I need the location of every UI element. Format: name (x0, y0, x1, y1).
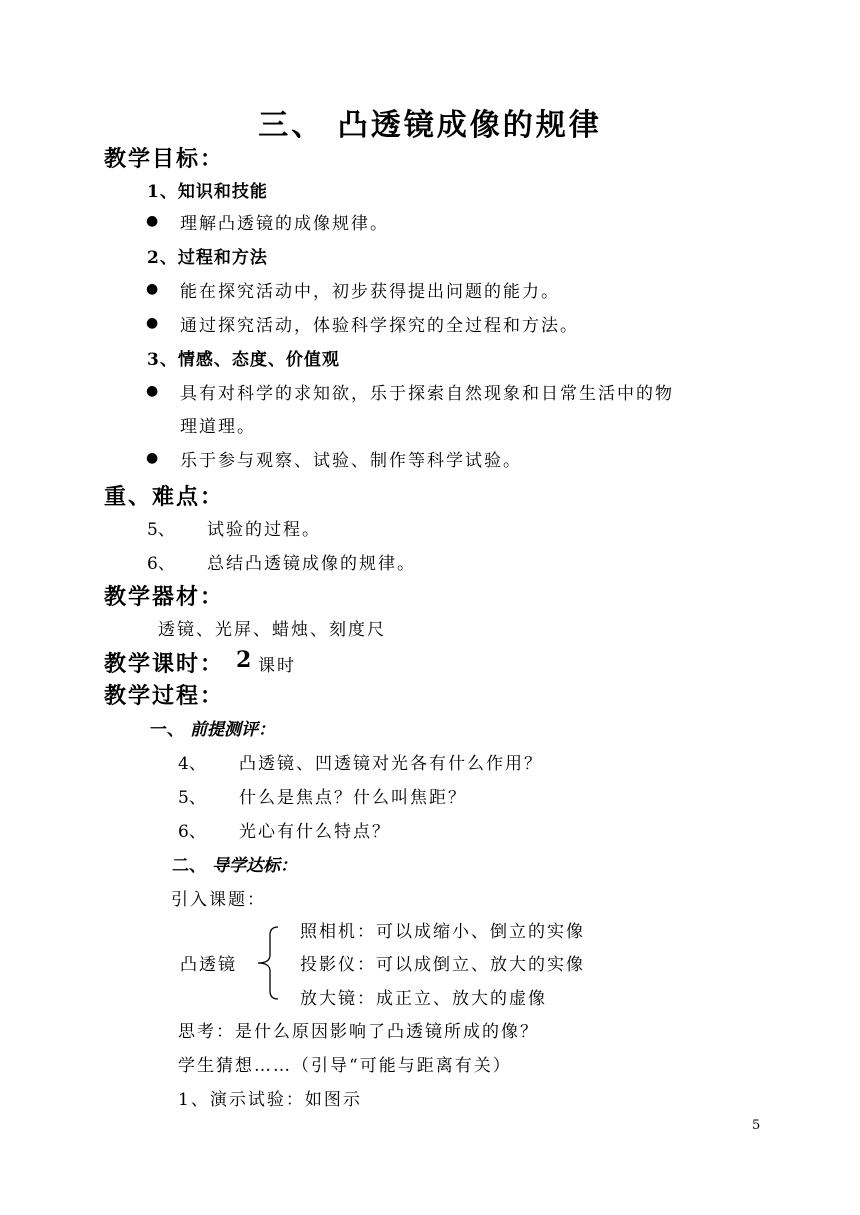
objective-1-label: 1、知识和技能 (147, 182, 268, 202)
page-number: 5 (752, 1118, 761, 1133)
bullet-dot: ● (146, 450, 159, 466)
hours-value: 2 (236, 647, 252, 673)
pretest-2-text: 什么是焦点？什么叫焦距？ (239, 788, 467, 808)
process-part2-label: 二、 (172, 856, 206, 876)
pretest-3-text: 光心有什么特点？ (239, 822, 391, 842)
bullet-dot: ● (146, 315, 159, 331)
think-text: 思考：是什么原因影响了凸透镜所成的像？ (178, 1022, 539, 1042)
page-title: 三、 凸透镜成像的规律 (258, 108, 602, 143)
materials-text: 透镜、光屏、蜡烛、刻度尺 (158, 620, 386, 640)
bullet-dot: ● (146, 281, 159, 297)
objective-1-bullet: 理解凸透镜的成像规律。 (180, 214, 389, 234)
objective-2-bullet-2: 通过探究活动，体验科学探究的全过程和方法。 (180, 316, 579, 336)
guess-text: 学生猜想……（引导“可能与距离有关） (178, 1056, 512, 1076)
intro-text: 引入课题： (171, 890, 266, 910)
objective-2-bullet-1: 能在探究活动中，初步获得提出问题的能力。 (180, 282, 560, 302)
process-heading: 教学过程： (104, 683, 225, 709)
lens-use-camera: 照相机：可以成缩小、倒立的实像 (300, 922, 585, 942)
pretest-1-num: 4、 (178, 754, 206, 774)
hours-heading: 教学课时： (104, 651, 225, 677)
hours-unit: 课时 (258, 656, 296, 676)
keypoint-2-num: 6、 (147, 554, 175, 574)
objective-3-label: 3、情感、态度、价值观 (147, 350, 340, 370)
brace-icon (254, 925, 282, 1001)
keypoint-1-num: 5、 (147, 520, 175, 540)
process-part1-title: 前提测评： (190, 720, 275, 740)
objective-3-bullet-1-cont: 理道理。 (180, 417, 256, 437)
objective-3-bullet-2: 乐于参与观察、试验、制作等科学试验。 (180, 451, 522, 471)
objective-2-label: 2、过程和方法 (147, 248, 268, 268)
process-part1-label: 一、 (150, 720, 184, 740)
pretest-2-num: 5、 (178, 788, 206, 808)
objectives-heading: 教学目标： (104, 146, 225, 172)
lens-label: 凸透镜 (180, 955, 237, 975)
process-part2-title: 导学达标： (212, 856, 297, 876)
demo-text: 1、演示试验：如图示 (178, 1090, 362, 1110)
bullet-dot: ● (146, 213, 159, 229)
keypoints-heading: 重、难点： (104, 484, 225, 510)
lens-use-magnifier: 放大镜：成正立、放大的虚像 (300, 989, 547, 1009)
lens-use-projector: 投影仪：可以成倒立、放大的实像 (300, 955, 585, 975)
materials-heading: 教学器材： (104, 584, 225, 610)
keypoint-2-text: 总结凸透镜成像的规律。 (207, 554, 416, 574)
objective-3-bullet-1: 具有对科学的求知欲，乐于探索自然现象和日常生活中的物 (180, 384, 674, 404)
keypoint-1-text: 试验的过程。 (207, 520, 321, 540)
pretest-3-num: 6、 (178, 822, 206, 842)
pretest-1-text: 凸透镜、凹透镜对光各有什么作用？ (239, 754, 543, 774)
bullet-dot: ● (146, 383, 159, 399)
